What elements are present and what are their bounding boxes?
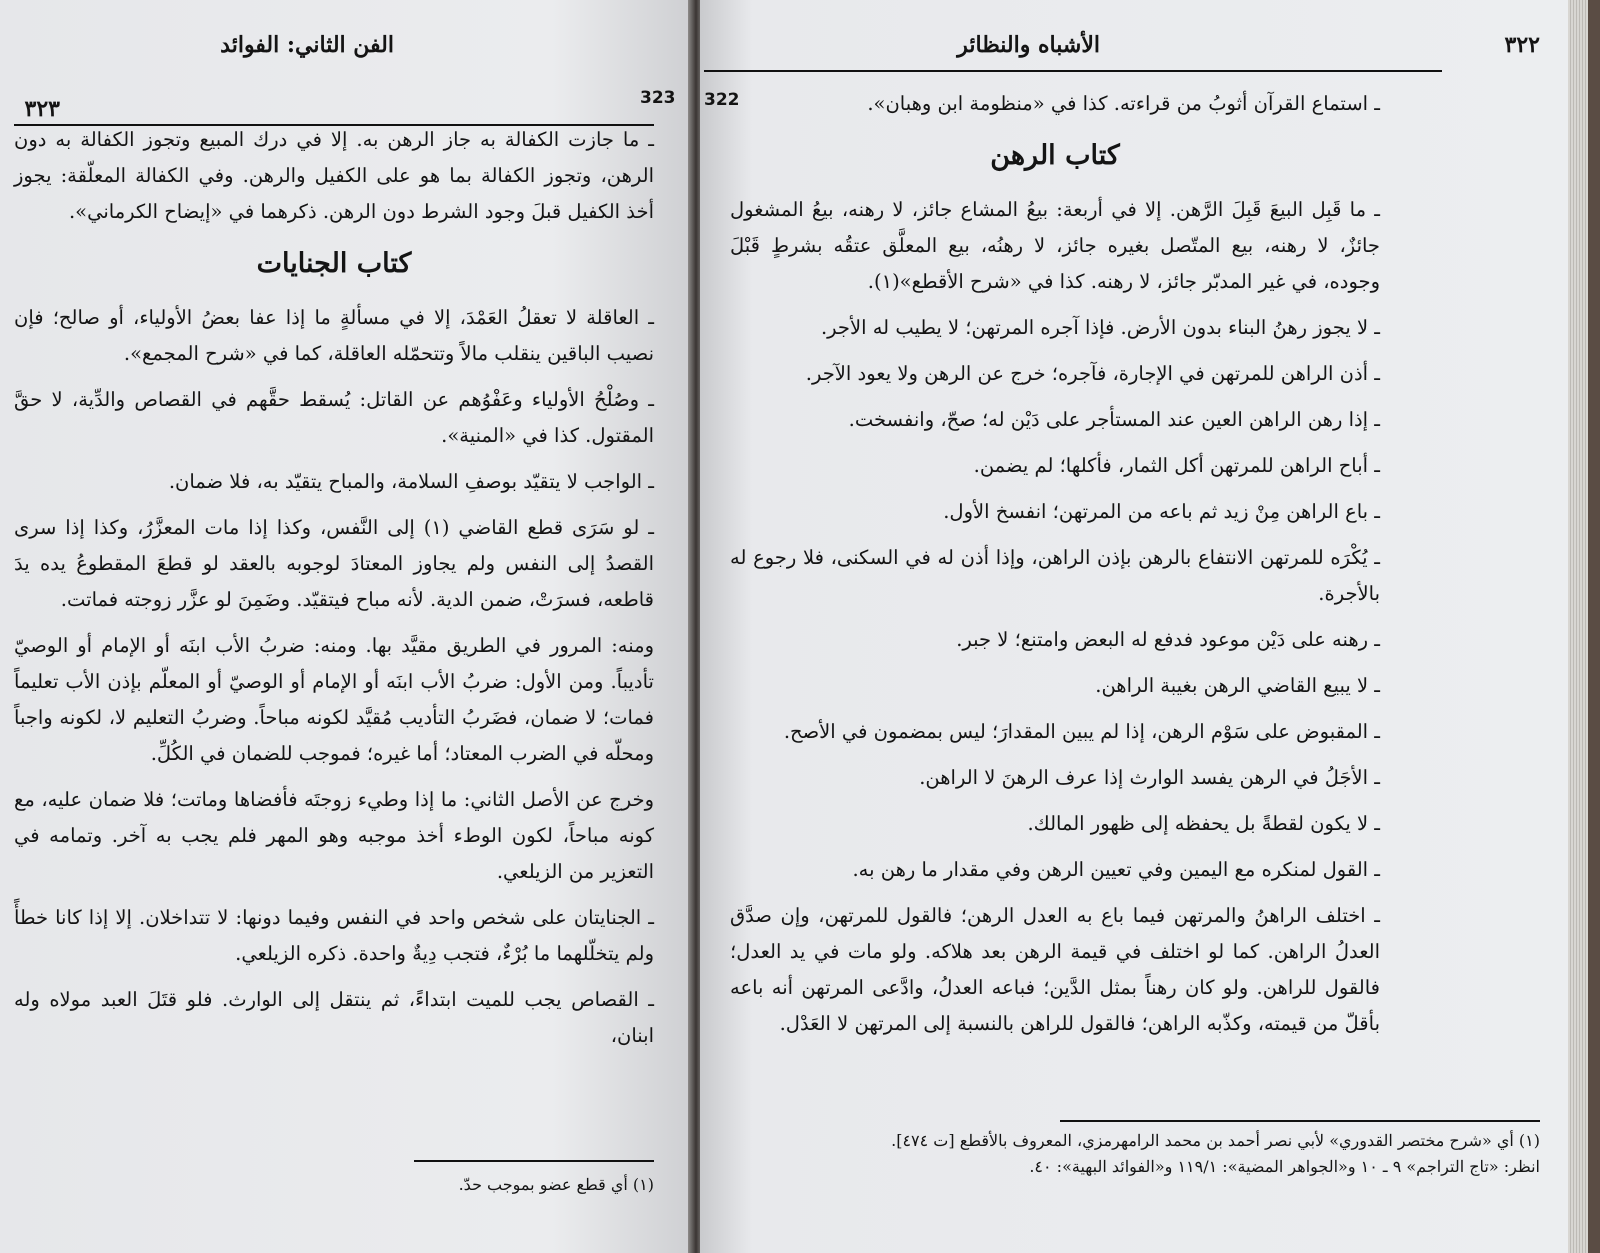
left-header-title: الفن الثاني: الفوائد [220, 32, 394, 58]
right-header-rule [704, 70, 1442, 72]
right-para-top-0: ـ استماع القرآن أثوبُ من قراءته. كذا في «منظومة ابن وهبان». [867, 92, 1380, 115]
right-para-4: ـ أباح الراهن للمرتهن أكل الثمار، فأكلها؛ لم يضمن. [973, 454, 1380, 477]
left-section-title: كتاب الجنايات [256, 248, 412, 279]
right-para-11: ـ لا يكون لقطةً بل يحفظه إلى ظهور المالك. [1027, 812, 1380, 835]
right-footnote-line-2: انظر: «تاج التراجم» ٩ ـ ١٠ و«الجواهر المضية»: ١١٩/١ و«الفوائد البهية»: ٤٠. [1029, 1157, 1540, 1176]
right-para-0: ـ ما قَبِل البيعَ قَبِلَ الرَّهن. إلا في أربعة: بيعُ المشاع جائز، لا رهنه، بيعُ المشغول جائزٌ، لا رهنه، بيع المتّصل بغيره جائز، لا رهنُه، بيع المعلَّق عتقُه بشرطٍ قَبْلَ وجوده، في غير المدبّر جائز، لا رهنه. كذا في «شرح الأقطع»(١). [730, 198, 1380, 293]
right-para-8: ـ لا يبيع القاضي الرهن بغيبة الراهن. [1095, 674, 1380, 697]
left-para-0: ـ العاقلة لا تعقلُ العَمْدَ، إلا في مسألةٍ ما إذا عفا بعضُ الأولياء، أو صالح؛ فإن نصيب الباقين ينقلب مالاً وتتحمّله العاقلة، كما في «شرح المجمع». [14, 306, 654, 365]
right-para-9: ـ المقبوض على سَوْم الرهن، إذا لم يبين المقدارَ؛ ليس بمضمون في الأصح. [783, 720, 1380, 743]
right-page-number: ٣٢٢ [1504, 32, 1540, 58]
right-footnote-rule [1060, 1120, 1540, 1122]
left-footnote-1: (١) أي قطع عضو بموجب حدّ. [458, 1175, 654, 1194]
right-footnotes [730, 1128, 1540, 1180]
right-page-body [730, 86, 1380, 1052]
right-section-title: كتاب الرهن [990, 140, 1120, 171]
left-para-4: ومنه: المرور في الطريق مقيَّد بها. ومنه: ضربُ الأب ابنَه أو الإمام أو الوصيّ تأديباً. ومن الأول: ضربُ الأب ابنَه أو الإمام أو الوصيّ أو المعلّم بإذن الأب تعليماً فمات؛ لا ضمان، فضَربُ التأديب مُقيَّد لكونه مباحاً. وضربُ التعليم لا، لكونه واجباً ومحلّه في الضرب المعتاد؛ أما غيره؛ فموجب للضمان في الكُلِّ. [14, 634, 654, 765]
left-page-number: ٣٢٣ [24, 96, 60, 122]
right-para-6: ـ يُكْرَه للمرتهن الانتفاع بالرهن بإذن الراهن، وإذا أذن له في السكنى، فلا رجوع له بالأجرة. [730, 546, 1380, 605]
right-para-2: ـ أذن الراهن للمرتهن في الإجارة، فآجره؛ خرج عن الرهن ولا يعود الآجر. [805, 362, 1380, 385]
left-para-2: ـ الواجب لا يتقيّد بوصفِ السلامة، والمباح يتقيّد به، فلا ضمان. [168, 470, 654, 493]
right-para-10: ـ الأجَلُ في الرهن يفسد الوارث إذا عرف الرهنَ لا الراهن. [919, 766, 1380, 789]
left-para-5: وخرج عن الأصل الثاني: ما إذا وطيء زوجتَه فأفضاها وماتت؛ فلا ضمان عليه، مع كونه مباحاً، لكون الوطء أخذ موجبه وهو المهر فلم يجب به آخر. وتمامه في التعزير من الزيلعي. [14, 788, 654, 883]
left-page-number-latin: 323 [640, 88, 676, 108]
left-footnote-rule [414, 1160, 654, 1162]
book-cover-edge [1588, 0, 1600, 1253]
right-para-12: ـ القول لمنكره مع اليمين وفي تعيين الرهن وفي مقدار ما رهن به. [852, 858, 1380, 881]
left-page [0, 0, 690, 1253]
right-page [700, 0, 1570, 1253]
right-para-13: ـ اختلف الراهنُ والمرتهن فيما باع به العدل الرهن؛ فالقول للمرتهن، وإن صدَّق العدلُ الراهن. كما لو اختلف في قيمة الرهن بعد هلاكه. ولو مات في يد العدل؛ فالقول للراهن. ولو كان رهناً بمثل الدَّين؛ فباعه العدلُ، وادَّعى المرتهن أنه باعه بأقلّ من قيمته، وكذّبه الراهن؛ فالقول للراهن بالنسبة إلى المرتهن لا العَدْل. [730, 904, 1380, 1035]
left-page-header [0, 18, 690, 122]
left-para-7: ـ القصاص يجب للميت ابتداءً، ثم ينتقل إلى الوارث. فلو قتَلَ العبد مولاه وله ابنان، [14, 988, 654, 1047]
left-page-body [14, 122, 654, 1064]
right-header-title: الأشباه والنظائر [957, 32, 1100, 58]
right-footnote-line-1: (١) أي «شرح مختصر القدوري» لأبي نصر أحمد بن محمد الرامهرمزي، المعروف بالأقطع [ت ٤٧٤]. [891, 1131, 1540, 1150]
left-para-3: ـ لو سَرَى قطع القاضي (١) إلى النَّفس، وكذا إذا مات المعزَّرُ، وكذا إذا سرى القصدُ إلى النفس ولم يجاوز المعتادَ لوجوبه بالعقد لو قطعَ المقطوعُ يده يدَ قاطعه، فسرَتْ، ضمن الدية. لأنه مباح فيتقيّد. وضَمِنَ لو عزَّر زوجته فماتت. [14, 516, 654, 611]
right-page-number-latin: 322 [704, 90, 740, 110]
left-footnotes [14, 1172, 654, 1198]
left-para-top-0: ـ ما جازت الكفالة به جاز الرهن به. إلا في درك المبيع وتجوز الكفالة به دون الرهن، وتجوز الكفالة بما هو على الكفيل والرهن. وفي الكفالة المعلّقة: يجوز أخذ الكفيل قبلَ وجود الشرط دون الرهن. ذكرهما في «إيضاح الكرماني». [14, 128, 654, 223]
right-para-7: ـ رهنه على دَيْن موعود فدفع له البعض وامتنع؛ لا جبر. [956, 628, 1380, 651]
left-para-6: ـ الجنايتان على شخص واحد في النفس وفيما دونها: لا تتداخلان. إلا إذا كانا خطأً ولم يتخلّلهما ما بُرْءٌ، فتجب دِيةٌ واحدة. ذكره الزيلعي. [14, 906, 654, 965]
right-para-5: ـ باع الراهن مِنْ زيد ثم باعه من المرتهن؛ انفسخ الأول. [943, 500, 1380, 523]
right-para-1: ـ لا يجوز رهنُ البناء بدون الأرض. فإذا آجره المرتهن؛ لا يطيب له الأجر. [820, 316, 1380, 339]
left-para-1: ـ وصُلْحُ الأولياء وعَفْوُهم عن القاتل: يُسقط حقَّهم في القصاص والدِّية، لا حقَّ المقتول. كذا في «المنية». [14, 388, 654, 447]
right-para-3: ـ إذا رهن الراهن العين عند المستأجر على دَيْن له؛ صحّ، وانفسخت. [848, 408, 1380, 431]
